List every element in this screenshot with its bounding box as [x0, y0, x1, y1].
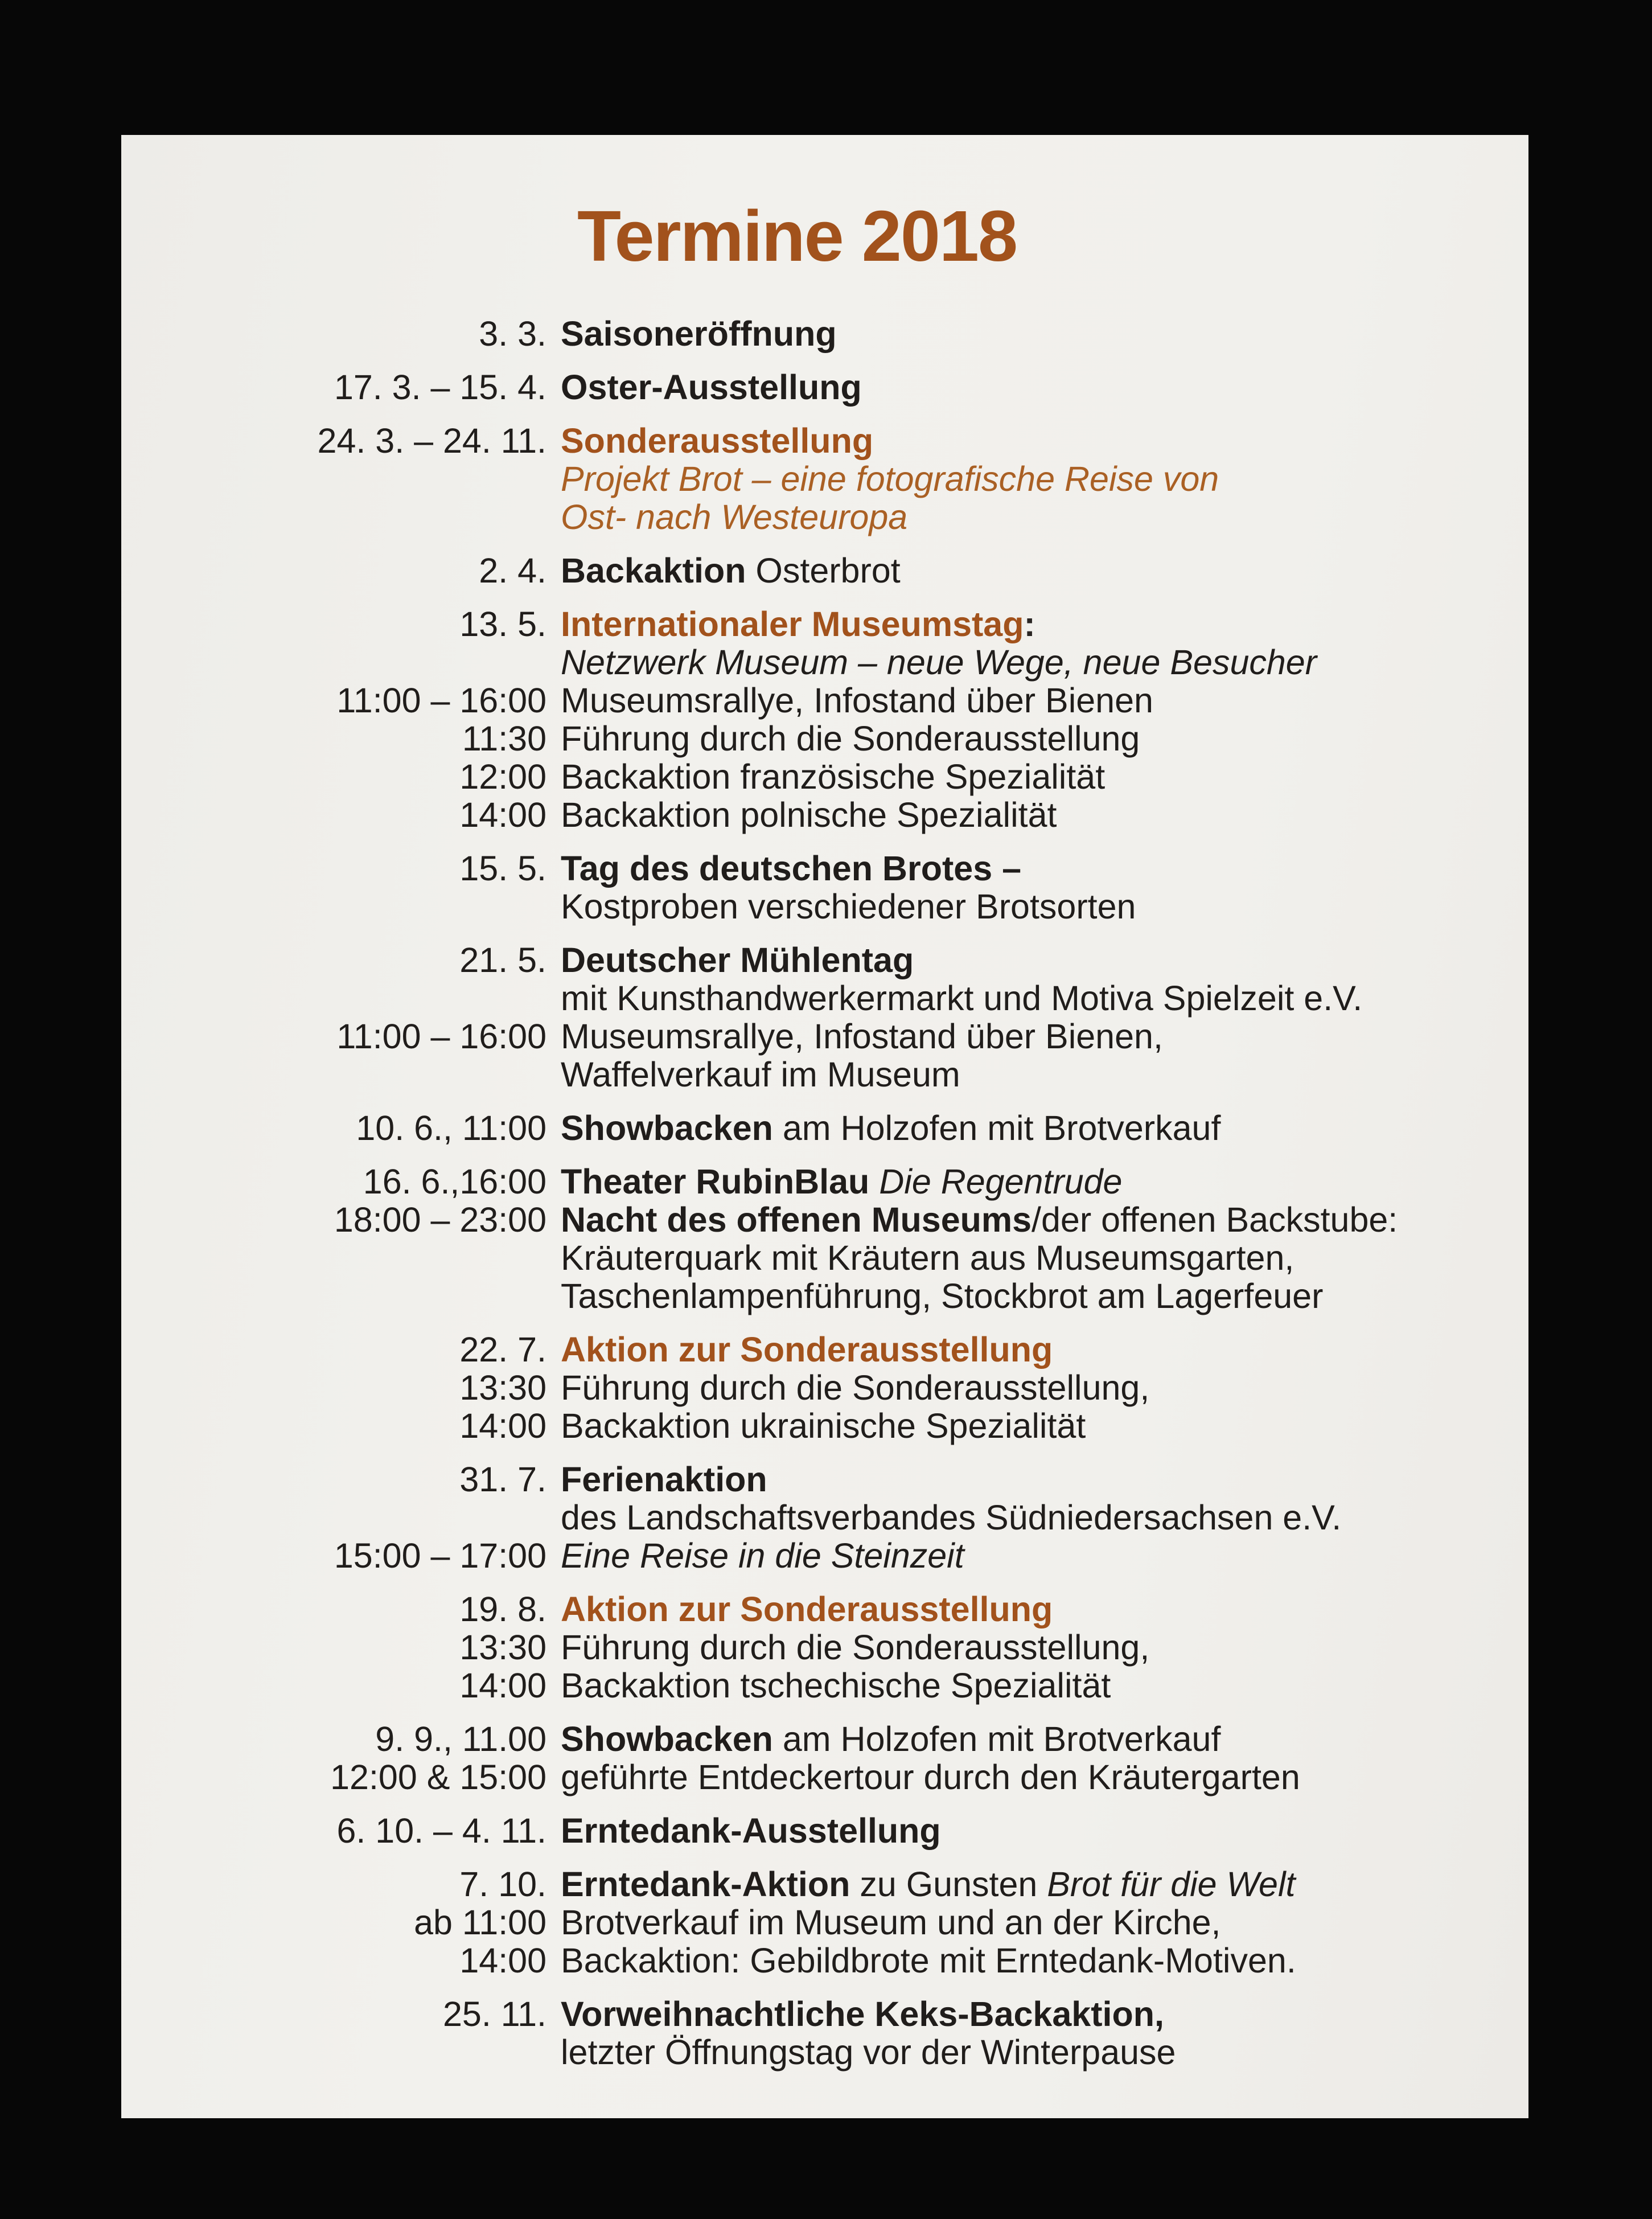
schedule-text: Vorweihnachtliche Keks-Backaktion,	[561, 1995, 1164, 2034]
schedule-date: 3. 3.	[479, 314, 546, 354]
page-title: Termine 2018	[577, 196, 1017, 276]
schedule-date: 14:00	[459, 795, 546, 835]
schedule-date: ab 11:00	[414, 1903, 546, 1942]
schedule-date: 10. 6., 11:00	[356, 1109, 546, 1148]
schedule-text: Kostproben verschiedener Brotsorten	[561, 887, 1136, 926]
schedule-date: 16. 6.,16:00	[363, 1162, 546, 1201]
schedule-row	[121, 1461, 1528, 1499]
schedule-text: Backaktion französische Spezialität	[561, 757, 1106, 797]
schedule-row	[121, 682, 1528, 720]
schedule-row	[121, 1407, 1528, 1445]
schedule-row	[121, 422, 1528, 460]
schedule-text: Showbacken am Holzofen mit Brotverkauf	[561, 1720, 1221, 1759]
schedule-date: 11:30	[462, 719, 546, 758]
schedule-text: Tag des deutschen Brotes –	[561, 849, 1022, 888]
schedule-text: Netzwerk Museum – neue Wege, neue Besucher	[561, 643, 1317, 682]
schedule-row	[121, 1163, 1528, 1201]
schedule-text: Ost- nach Westeuropa	[561, 498, 908, 537]
schedule-date: 2. 4.	[479, 551, 546, 590]
schedule-text: Kräuterquark mit Kräutern aus Museumsgarten,	[561, 1238, 1295, 1278]
schedule-row	[121, 368, 1528, 407]
schedule-text: Aktion zur Sonderausstellung	[561, 1330, 1053, 1369]
schedule-text: Theater RubinBlau Die Regentrude	[561, 1162, 1123, 1201]
schedule-row	[121, 941, 1528, 979]
schedule-row	[121, 850, 1528, 888]
schedule-text: Internationaler Museumstag:	[561, 605, 1035, 644]
schedule-row	[121, 758, 1528, 796]
schedule-date: 19. 8.	[459, 1590, 546, 1629]
schedule-text: Saisoneröffnung	[561, 314, 837, 354]
schedule-text: Taschenlampenführung, Stockbrot am Lagerfeuer	[561, 1277, 1324, 1316]
schedule-date: 12:00 & 15:00	[330, 1758, 546, 1797]
schedule-text: Waffelverkauf im Museum	[561, 1055, 960, 1094]
flyer-card	[121, 135, 1528, 2118]
schedule-text: mit Kunsthandwerkermarkt und Motiva Spielzeit e.V.	[561, 979, 1363, 1018]
schedule-text: Erntedank-Ausstellung	[561, 1811, 941, 1851]
schedule-row	[121, 315, 1528, 353]
schedule-date: 24. 3. – 24. 11.	[317, 421, 546, 461]
schedule-text: Eine Reise in die Steinzeit	[561, 1536, 964, 1576]
schedule-row	[121, 1331, 1528, 1369]
schedule-text: Backaktion ukrainische Spezialität	[561, 1406, 1086, 1446]
schedule-date: 22. 7.	[459, 1330, 546, 1369]
schedule-row	[121, 2033, 1528, 2072]
schedule-date: 14:00	[459, 1941, 546, 1980]
schedule-row	[121, 643, 1528, 682]
schedule-date: 18:00 – 23:00	[334, 1200, 546, 1240]
schedule-date: 25. 11.	[442, 1995, 546, 2034]
schedule-row	[121, 1865, 1528, 1904]
schedule-row	[121, 1995, 1528, 2033]
schedule-date: 13:30	[459, 1368, 546, 1408]
schedule-row	[121, 1720, 1528, 1758]
schedule-text: Ferienaktion	[561, 1460, 767, 1499]
schedule-row	[121, 796, 1528, 834]
schedule-text: Sonderausstellung	[561, 421, 874, 461]
schedule-row	[121, 1537, 1528, 1575]
schedule-row	[121, 1277, 1528, 1315]
schedule-text: Backaktion: Gebildbrote mit Erntedank-Motiven.	[561, 1941, 1296, 1980]
schedule-row	[121, 552, 1528, 590]
schedule-text: Backaktion polnische Spezialität	[561, 795, 1057, 835]
schedule-date: 9. 9., 11.00	[375, 1720, 546, 1759]
schedule-text: geführte Entdeckertour durch den Kräutergarten	[561, 1758, 1300, 1797]
schedule-date: 13. 5.	[459, 605, 546, 644]
schedule-row	[121, 1239, 1528, 1277]
schedule-text: Brotverkauf im Museum und an der Kirche,	[561, 1903, 1221, 1942]
schedule-text: Nacht des offenen Museums/der offenen Backstube:	[561, 1200, 1398, 1240]
schedule-date: 17. 3. – 15. 4.	[334, 368, 546, 407]
schedule-row	[121, 1629, 1528, 1667]
schedule-text: Deutscher Mühlentag	[561, 941, 914, 980]
schedule-date: 7. 10.	[459, 1865, 546, 1904]
schedule-row	[121, 1056, 1528, 1094]
schedule-row	[121, 888, 1528, 926]
schedule-date: 14:00	[459, 1406, 546, 1446]
schedule-date: 12:00	[459, 757, 546, 797]
schedule-row	[121, 1369, 1528, 1407]
schedule-row	[121, 720, 1528, 758]
schedule-date: 6. 10. – 4. 11.	[336, 1811, 546, 1851]
schedule-row	[121, 1201, 1528, 1239]
schedule-text: Showbacken am Holzofen mit Brotverkauf	[561, 1109, 1221, 1148]
schedule-date: 14:00	[459, 1666, 546, 1705]
schedule-row	[121, 605, 1528, 643]
schedule-text: Backaktion Osterbrot	[561, 551, 901, 590]
schedule-text: Aktion zur Sonderausstellung	[561, 1590, 1053, 1629]
schedule-row	[121, 979, 1528, 1018]
schedule-row	[121, 1499, 1528, 1537]
schedule-row	[121, 1942, 1528, 1980]
schedule-date: 11:00 – 16:00	[336, 1017, 546, 1056]
schedule-row	[121, 1812, 1528, 1850]
schedule-text: Museumsrallye, Infostand über Bienen	[561, 681, 1153, 720]
schedule-date: 15. 5.	[459, 849, 546, 888]
schedule-date: 21. 5.	[459, 941, 546, 980]
schedule-row	[121, 1109, 1528, 1147]
schedule-text: des Landschaftsverbandes Südniedersachsen e.V.	[561, 1498, 1342, 1537]
schedule-date: 31. 7.	[459, 1460, 546, 1499]
schedule	[121, 315, 1528, 2072]
schedule-text: letzter Öffnungstag vor der Winterpause	[561, 2033, 1176, 2072]
schedule-date: 13:30	[459, 1628, 546, 1667]
schedule-text: Oster-Ausstellung	[561, 368, 862, 407]
schedule-text: Führung durch die Sonderausstellung	[561, 719, 1140, 758]
schedule-row	[121, 460, 1528, 498]
schedule-text: Backaktion tschechische Spezialität	[561, 1666, 1111, 1705]
schedule-row	[121, 1667, 1528, 1705]
schedule-text: Museumsrallye, Infostand über Bienen,	[561, 1017, 1163, 1056]
schedule-date: 15:00 – 17:00	[334, 1536, 546, 1576]
schedule-row	[121, 1758, 1528, 1796]
schedule-text: Führung durch die Sonderausstellung,	[561, 1368, 1150, 1408]
schedule-date: 11:00 – 16:00	[336, 681, 546, 720]
schedule-row	[121, 1018, 1528, 1056]
schedule-row	[121, 1590, 1528, 1629]
schedule-row	[121, 1904, 1528, 1942]
schedule-text: Erntedank-Aktion zu Gunsten Brot für die Welt	[561, 1865, 1296, 1904]
schedule-text: Projekt Brot – eine fotografische Reise von	[561, 460, 1219, 499]
schedule-text: Führung durch die Sonderausstellung,	[561, 1628, 1150, 1667]
schedule-row	[121, 498, 1528, 536]
